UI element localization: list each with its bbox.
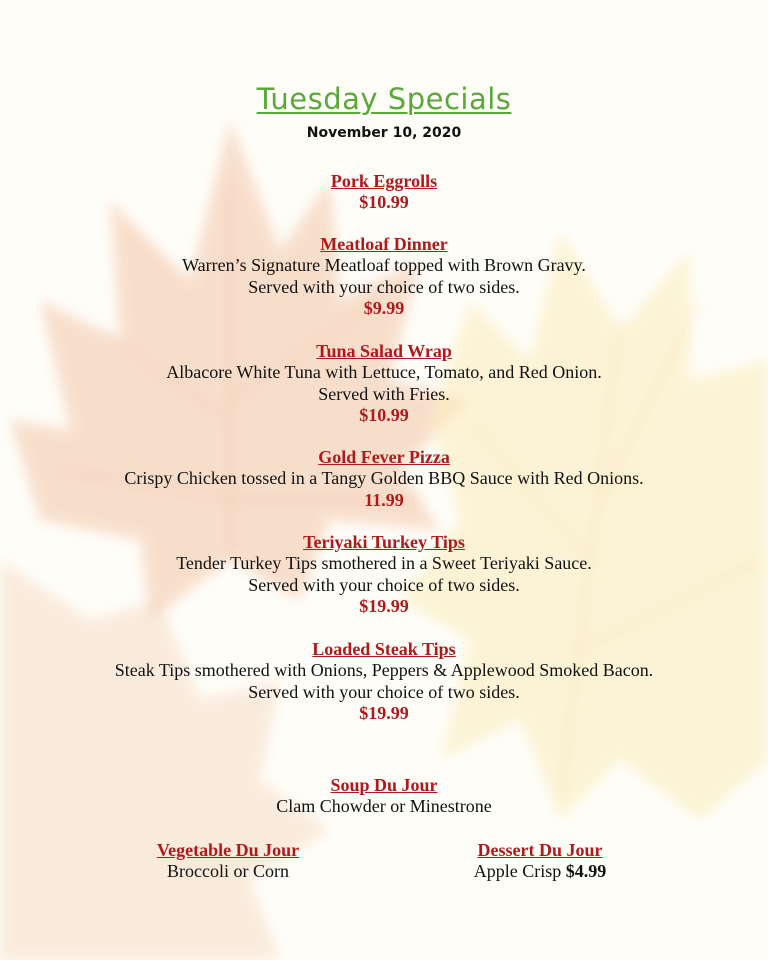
dessert-description: Apple Crisp <box>473 861 562 881</box>
item-name: Meatloaf Dinner <box>320 234 448 254</box>
menu-item-teriyaki-turkey-tips <box>0 532 768 617</box>
item-description: Served with your choice of two sides. <box>248 574 520 595</box>
menu-item-meatloaf-dinner <box>0 234 768 319</box>
item-name: Tuna Salad Wrap <box>316 341 452 361</box>
menu-item-gold-fever-pizza <box>0 447 768 511</box>
item-name: Loaded Steak Tips <box>312 639 456 659</box>
dessert-price: $4.99 <box>565 861 607 881</box>
item-price: 11.99 <box>364 489 404 510</box>
item-description: Tender Turkey Tips smothered in a Sweet Teriyaki Sauce. <box>176 553 592 573</box>
menu-title: Tuesday Specials <box>256 82 512 116</box>
item-price: $19.99 <box>359 703 409 723</box>
item-description: Warren’s Signature Meatloaf topped with Brown Gravy. <box>182 255 586 275</box>
vegetable-name: Vegetable Du Jour <box>156 840 300 860</box>
item-description: Albacore White Tuna with Lettuce, Tomato, and Red Onion. <box>166 362 602 382</box>
item-price: $10.99 <box>359 405 409 425</box>
item-description: Steak Tips smothered with Onions, Peppers & Applewood Smoked Bacon. <box>114 660 654 680</box>
menu-item-pork-eggrolls <box>0 171 768 213</box>
item-price: $9.99 <box>363 298 405 318</box>
vegetable-description: Broccoli or Corn <box>167 861 289 881</box>
item-name: Gold Fever Pizza <box>318 447 450 467</box>
dessert-du-jour <box>390 840 690 883</box>
menu-item-loaded-steak-tips <box>0 639 768 724</box>
menu-date: November 10, 2020 <box>306 125 462 141</box>
item-description: Crispy Chicken tossed in a Tangy Golden BBQ Sauce with Red Onions. <box>124 468 644 488</box>
vegetable-du-jour <box>78 840 378 883</box>
item-name: Teriyaki Turkey Tips <box>303 532 465 552</box>
menu-item-tuna-salad-wrap <box>0 341 768 426</box>
item-price: $19.99 <box>359 596 409 616</box>
soup-description: Clam Chowder or Minestrone <box>276 796 492 816</box>
item-description: Served with your choice of two sides. <box>248 276 520 297</box>
dessert-line <box>390 861 690 883</box>
dessert-name: Dessert Du Jour <box>477 840 603 860</box>
item-name: Pork Eggrolls <box>330 171 438 191</box>
item-price: $10.99 <box>359 192 409 212</box>
item-description: Served with your choice of two sides. <box>248 681 520 702</box>
soup-du-jour <box>0 775 768 818</box>
item-description: Served with Fries. <box>318 383 450 404</box>
soup-name: Soup Du Jour <box>330 775 438 795</box>
